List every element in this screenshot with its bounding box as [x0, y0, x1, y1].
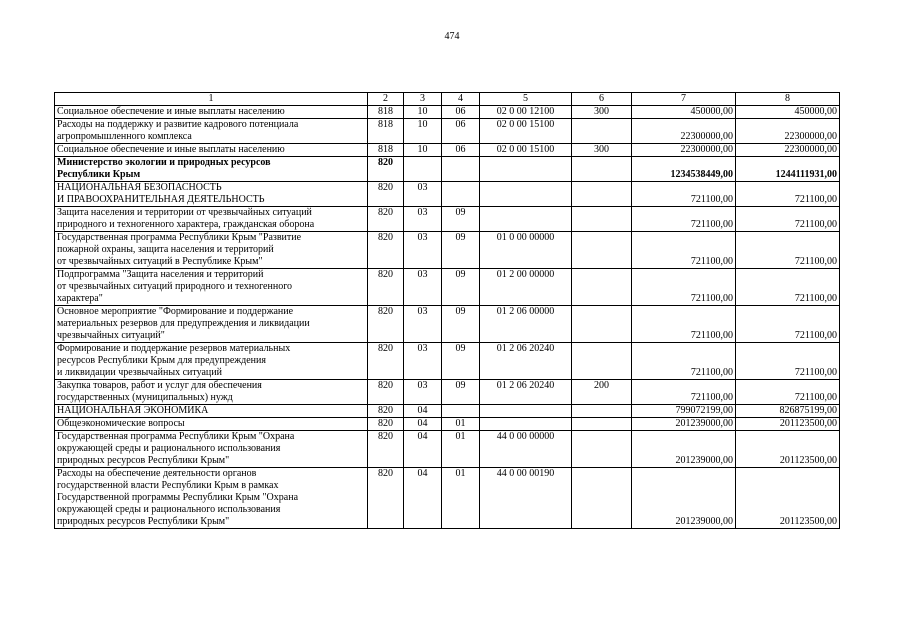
subsection-cell: 06: [442, 119, 480, 144]
section-cell: 03: [404, 380, 442, 405]
expense-type-cell: [572, 207, 632, 232]
target-article-cell: [480, 418, 572, 431]
amount-year1-cell: 721100,00: [632, 343, 736, 380]
table-row: [55, 380, 840, 405]
row-name-cell: Основное мероприятие "Формирование и поддержание материальных резервов для предупреждения и ликвидации чрезвычайных ситуаций": [55, 306, 368, 343]
amount-year1-cell: 721100,00: [632, 306, 736, 343]
table-header-row: [55, 93, 840, 106]
row-name-cell: Расходы на обеспечение деятельности органов государственной власти Республики Крым в рамках Государственной программы Республики Крым "Охрана окружающей среды и рационального использования природных ресурсов Республики Крым": [55, 468, 368, 529]
amount-year2-cell: 721100,00: [736, 380, 840, 405]
subsection-cell: 09: [442, 343, 480, 380]
expense-type-cell: [572, 306, 632, 343]
target-article-cell: 01 2 06 20240: [480, 343, 572, 380]
subsection-cell: [442, 157, 480, 182]
ministry-code-cell: 820: [368, 157, 404, 182]
section-cell: 04: [404, 431, 442, 468]
amount-year1-cell: 721100,00: [632, 182, 736, 207]
ministry-code-cell: 820: [368, 431, 404, 468]
row-name-cell: Закупка товаров, работ и услуг для обеспечения государственных (муниципальных) нужд: [55, 380, 368, 405]
row-name-cell: Общеэкономические вопросы: [55, 418, 368, 431]
table-row: [55, 232, 840, 269]
subsection-cell: [442, 405, 480, 418]
section-cell: 03: [404, 343, 442, 380]
amount-year1-cell: 799072199,00: [632, 405, 736, 418]
target-article-cell: [480, 182, 572, 207]
column-header: 4: [442, 93, 480, 106]
amount-year2-cell: 201123500,00: [736, 468, 840, 529]
expense-type-cell: [572, 468, 632, 529]
column-header: 2: [368, 93, 404, 106]
subsection-cell: 01: [442, 418, 480, 431]
table-row: [55, 343, 840, 380]
subsection-cell: 09: [442, 207, 480, 232]
ministry-code-cell: 818: [368, 119, 404, 144]
target-article-cell: 02 0 00 15100: [480, 119, 572, 144]
amount-year2-cell: 721100,00: [736, 207, 840, 232]
row-name-cell: Подпрограмма "Защита населения и территорий от чрезвычайных ситуаций природного и техногенного характера": [55, 269, 368, 306]
row-name-cell: Социальное обеспечение и иные выплаты населению: [55, 106, 368, 119]
amount-year2-cell: 201123500,00: [736, 431, 840, 468]
amount-year1-cell: 721100,00: [632, 269, 736, 306]
target-article-cell: 01 2 00 00000: [480, 269, 572, 306]
ministry-code-cell: 818: [368, 106, 404, 119]
subsection-cell: 09: [442, 380, 480, 405]
subsection-cell: 09: [442, 306, 480, 343]
expense-type-cell: [572, 418, 632, 431]
budget-table: [54, 92, 840, 529]
subsection-cell: 06: [442, 144, 480, 157]
row-name-cell: Государственная программа Республики Крым "Охрана окружающей среды и рационального использования природных ресурсов Республики Крым": [55, 431, 368, 468]
amount-year2-cell: 721100,00: [736, 182, 840, 207]
section-cell: 03: [404, 232, 442, 269]
expense-type-cell: [572, 269, 632, 306]
table-row: [55, 144, 840, 157]
expense-type-cell: [572, 119, 632, 144]
amount-year1-cell: 450000,00: [632, 106, 736, 119]
amount-year1-cell: 1234538449,00: [632, 157, 736, 182]
target-article-cell: [480, 207, 572, 232]
section-cell: 10: [404, 119, 442, 144]
target-article-cell: 44 0 00 00000: [480, 431, 572, 468]
target-article-cell: 01 2 06 00000: [480, 306, 572, 343]
subsection-cell: 09: [442, 232, 480, 269]
table-row: [55, 106, 840, 119]
subsection-cell: 01: [442, 431, 480, 468]
subsection-cell: [442, 182, 480, 207]
target-article-cell: [480, 157, 572, 182]
section-cell: 03: [404, 207, 442, 232]
table-row: [55, 405, 840, 418]
ministry-code-cell: 820: [368, 306, 404, 343]
column-header: 5: [480, 93, 572, 106]
amount-year1-cell: 201239000,00: [632, 431, 736, 468]
target-article-cell: 02 0 00 15100: [480, 144, 572, 157]
subsection-cell: 06: [442, 106, 480, 119]
amount-year2-cell: 22300000,00: [736, 144, 840, 157]
amount-year1-cell: 201239000,00: [632, 418, 736, 431]
ministry-code-cell: 820: [368, 182, 404, 207]
amount-year2-cell: 826875199,00: [736, 405, 840, 418]
ministry-code-cell: 820: [368, 380, 404, 405]
table-row: [55, 468, 840, 529]
subsection-cell: 01: [442, 468, 480, 529]
target-article-cell: 02 0 00 12100: [480, 106, 572, 119]
ministry-code-cell: 820: [368, 232, 404, 269]
expense-type-cell: 300: [572, 144, 632, 157]
ministry-code-cell: 820: [368, 405, 404, 418]
target-article-cell: 01 2 06 20240: [480, 380, 572, 405]
page-number: 474: [444, 31, 460, 42]
amount-year2-cell: 721100,00: [736, 232, 840, 269]
amount-year2-cell: 721100,00: [736, 269, 840, 306]
subsection-cell: 09: [442, 269, 480, 306]
amount-year2-cell: 201123500,00: [736, 418, 840, 431]
section-cell: [404, 157, 442, 182]
ministry-code-cell: 820: [368, 418, 404, 431]
table-row: [55, 269, 840, 306]
ministry-code-cell: 820: [368, 343, 404, 380]
amount-year2-cell: 721100,00: [736, 306, 840, 343]
section-cell: 03: [404, 306, 442, 343]
section-cell: 04: [404, 468, 442, 529]
table-row: [55, 418, 840, 431]
row-name-cell: Расходы на поддержку и развитие кадрового потенциала агропромышленного комплекса: [55, 119, 368, 144]
row-name-cell: Государственная программа Республики Крым "Развитие пожарной охраны, защита населения и территорий от чрезвычайных ситуаций в Республике Крым": [55, 232, 368, 269]
section-cell: 03: [404, 182, 442, 207]
table-row: [55, 306, 840, 343]
column-header: 7: [632, 93, 736, 106]
row-name-cell: Министерство экологии и природных ресурсов Республики Крым: [55, 157, 368, 182]
table-row: [55, 157, 840, 182]
section-cell: 03: [404, 269, 442, 306]
row-name-cell: Формирование и поддержание резервов материальных ресурсов Республики Крым для предупреждения и ликвидации чрезвычайных ситуаций: [55, 343, 368, 380]
section-cell: 10: [404, 144, 442, 157]
expense-type-cell: [572, 431, 632, 468]
row-name-cell: Социальное обеспечение и иные выплаты населению: [55, 144, 368, 157]
table-row: [55, 182, 840, 207]
expense-type-cell: [572, 182, 632, 207]
expense-type-cell: 200: [572, 380, 632, 405]
expense-type-cell: [572, 405, 632, 418]
column-header: 1: [55, 93, 368, 106]
section-cell: 04: [404, 405, 442, 418]
ministry-code-cell: 818: [368, 144, 404, 157]
amount-year1-cell: 22300000,00: [632, 119, 736, 144]
amount-year2-cell: 450000,00: [736, 106, 840, 119]
ministry-code-cell: 820: [368, 207, 404, 232]
expense-type-cell: [572, 232, 632, 269]
expense-type-cell: [572, 157, 632, 182]
table-row: [55, 431, 840, 468]
section-cell: 04: [404, 418, 442, 431]
table-row: [55, 119, 840, 144]
row-name-cell: Защита населения и территории от чрезвычайных ситуаций природного и техногенного характера, гражданская оборона: [55, 207, 368, 232]
amount-year1-cell: 721100,00: [632, 232, 736, 269]
ministry-code-cell: 820: [368, 468, 404, 529]
amount-year2-cell: 1244111931,00: [736, 157, 840, 182]
ministry-code-cell: 820: [368, 269, 404, 306]
table-row: [55, 207, 840, 232]
amount-year1-cell: 201239000,00: [632, 468, 736, 529]
amount-year2-cell: 22300000,00: [736, 119, 840, 144]
row-name-cell: НАЦИОНАЛЬНАЯ ЭКОНОМИКА: [55, 405, 368, 418]
column-header: 6: [572, 93, 632, 106]
target-article-cell: 44 0 00 00190: [480, 468, 572, 529]
target-article-cell: 01 0 00 00000: [480, 232, 572, 269]
column-header: 3: [404, 93, 442, 106]
amount-year2-cell: 721100,00: [736, 343, 840, 380]
row-name-cell: НАЦИОНАЛЬНАЯ БЕЗОПАСНОСТЬ И ПРАВООХРАНИТЕЛЬНАЯ ДЕЯТЕЛЬНОСТЬ: [55, 182, 368, 207]
target-article-cell: [480, 405, 572, 418]
amount-year1-cell: 721100,00: [632, 207, 736, 232]
column-header: 8: [736, 93, 840, 106]
expense-type-cell: [572, 343, 632, 380]
amount-year1-cell: 22300000,00: [632, 144, 736, 157]
section-cell: 10: [404, 106, 442, 119]
expense-type-cell: 300: [572, 106, 632, 119]
amount-year1-cell: 721100,00: [632, 380, 736, 405]
